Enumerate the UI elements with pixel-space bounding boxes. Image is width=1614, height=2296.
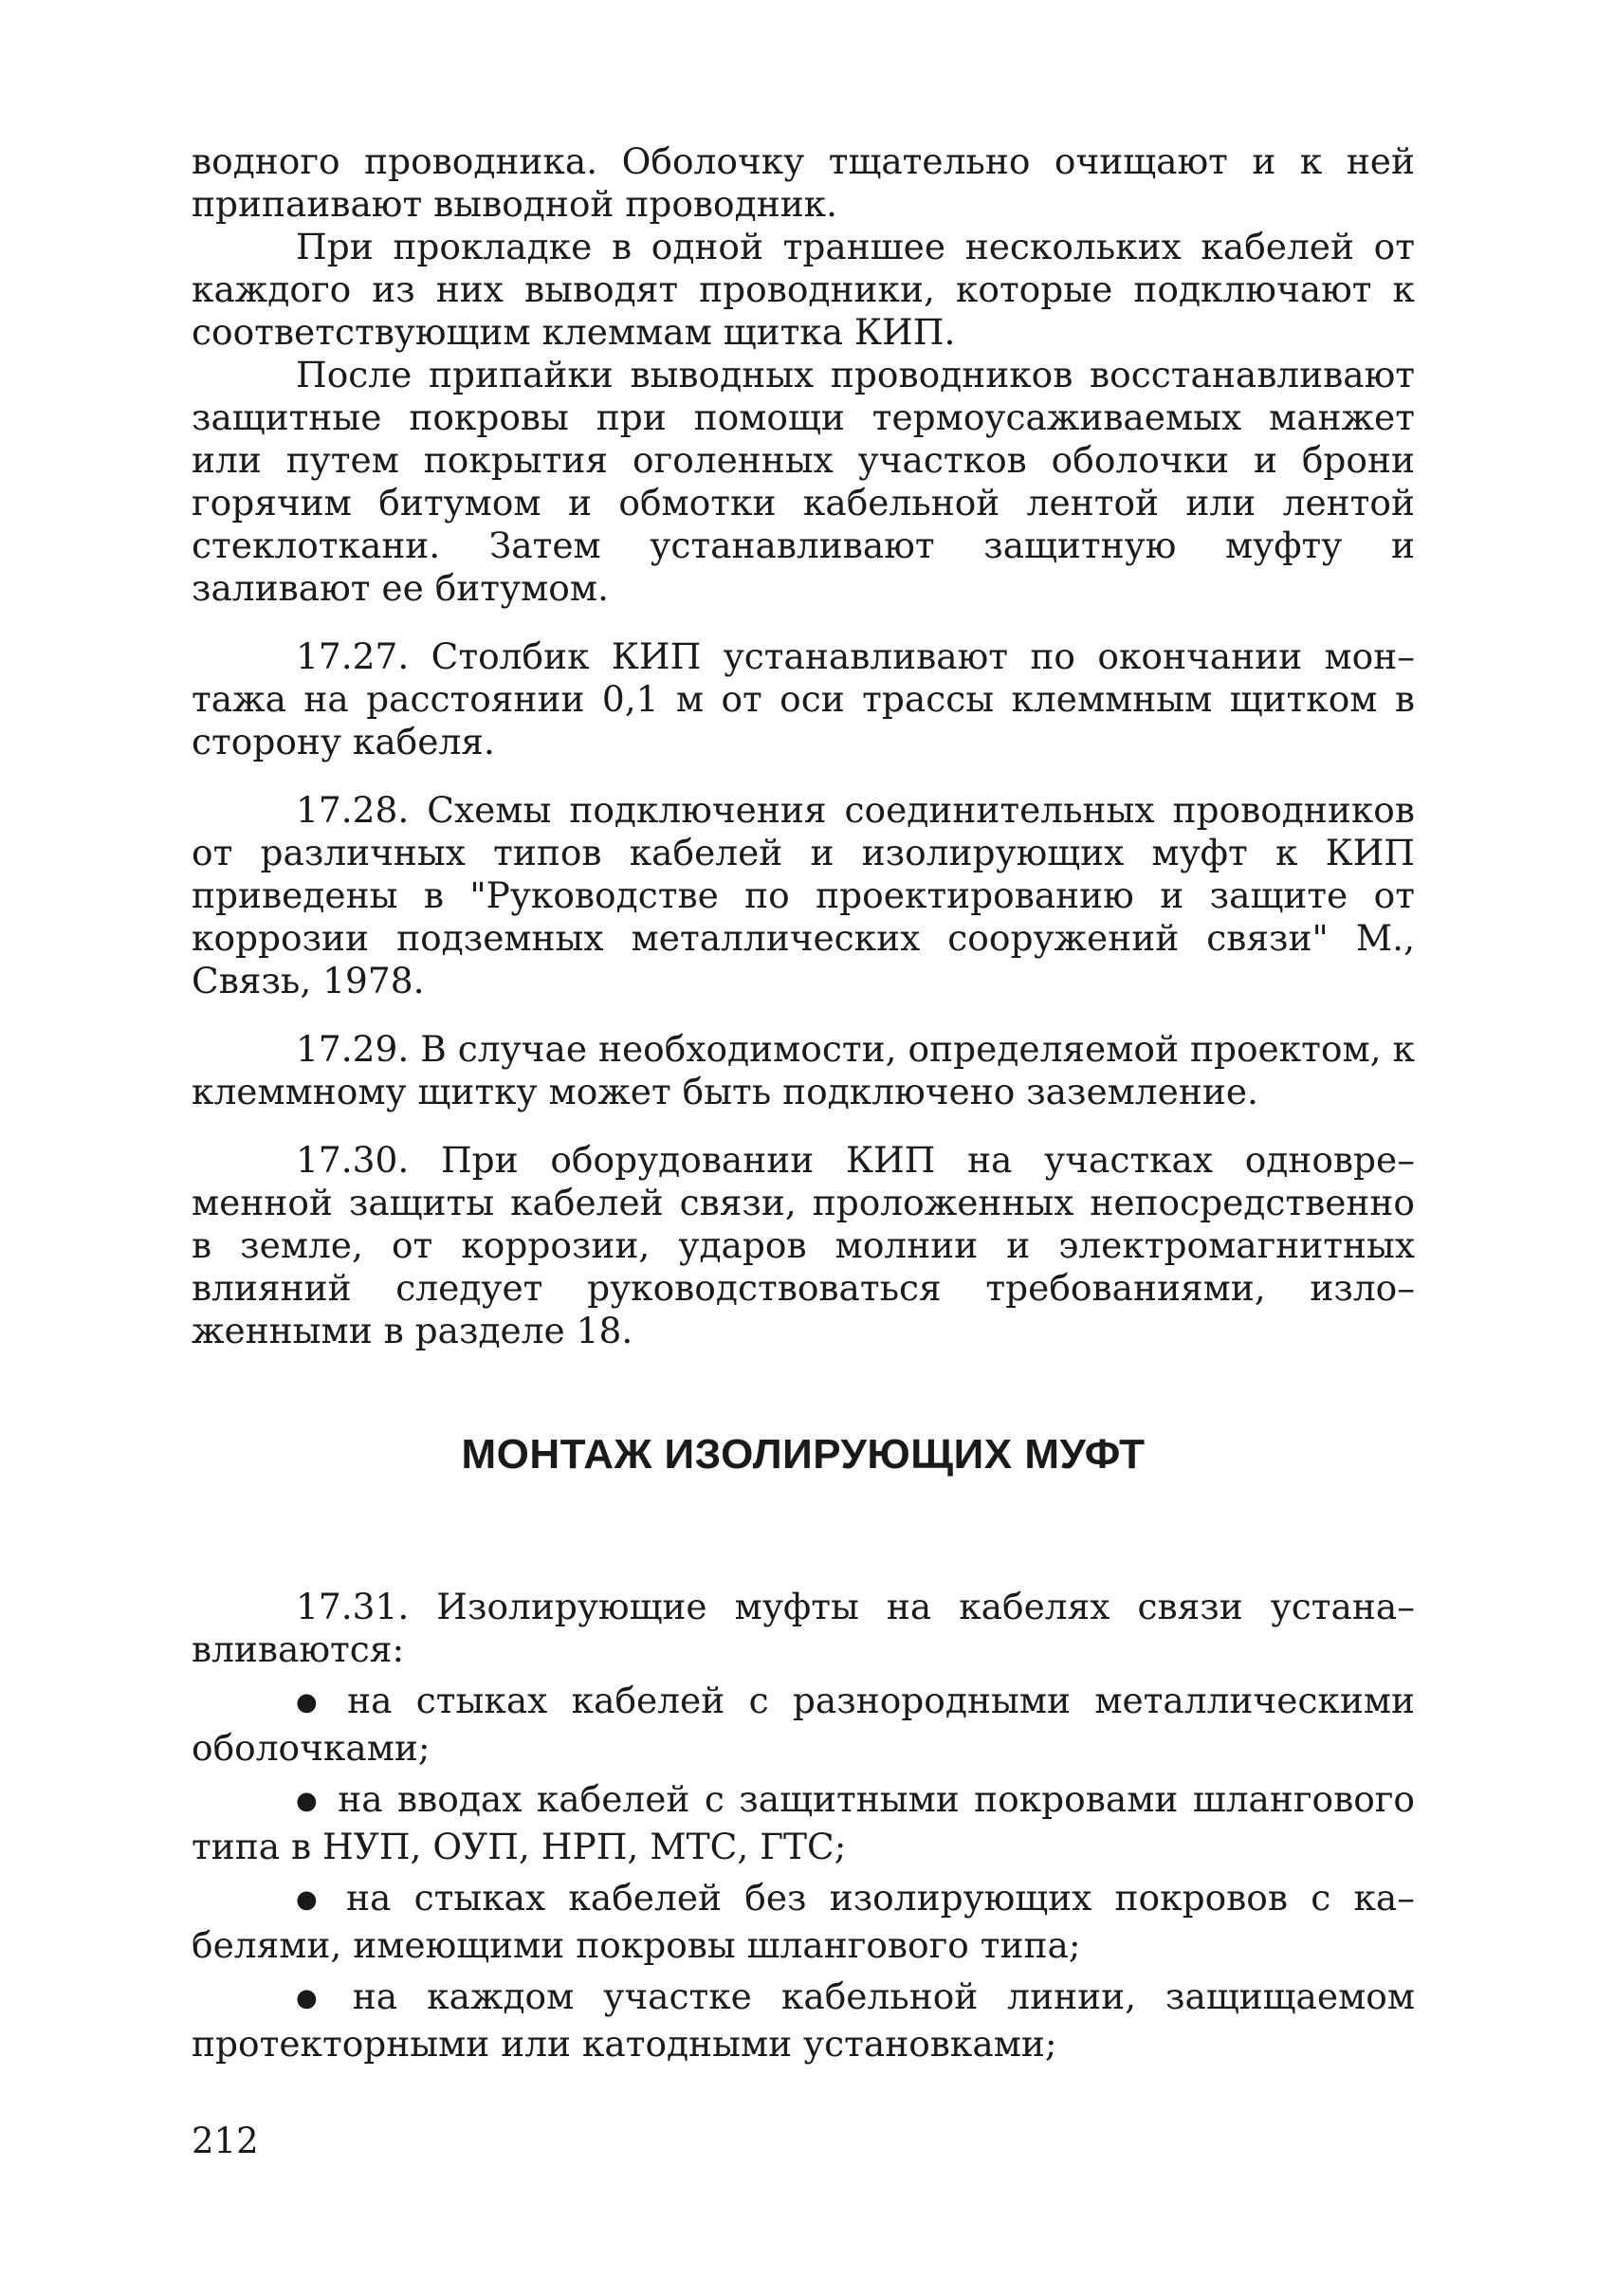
paragraph-17-27: 17.27. Столбик КИП устанавливают по окончании мон–тажа на расстоянии 0,1 м от оси трассы клеммным щитком в сторону кабеля. [192, 635, 1415, 762]
paragraph-17-30: 17.30. При оборудовании КИП на участках одновре–менной защиты кабелей связи, проложенных непосредственно в земле, от коррозии, ударов молнии и электромагнитных влияний следует руководствоваться требованиями, изло–женными в разделе 18. [192, 1139, 1415, 1351]
bullet-icon: ● [296, 1984, 336, 2012]
paragraph-17-31: 17.31. Изолирующие муфты на кабелях связи устана–вливаются: [192, 1586, 1415, 1670]
bullet-text: на стыках кабелей с разнородными металлическими оболочками; [192, 1680, 1416, 1769]
bullet-text: на стыках кабелей без изолирующих покровов с ка–белями, имеющими покровы шлангового типа; [192, 1877, 1416, 1966]
bullet-item [192, 1680, 1415, 1770]
paragraph-17-28: 17.28. Схемы подключения соединительных проводников от различных типов кабелей и изолирующих муфт к КИП приведены в "Руководстве по проектированию и защите от коррозии подземных металлических сооружений связи" М., Связь, 1978. [192, 789, 1415, 1001]
bullet-icon: ● [296, 1787, 321, 1815]
bullet-item [192, 1877, 1415, 1967]
paragraph-trench-laying: При прокладке в одной траншее нескольких кабелей от каждого из них выводят проводники, которые подключают к соответствующим клеммам щитка КИП. [192, 226, 1415, 353]
bullet-text: на каждом участке кабельной линии, защищаемом протекторными или катодными установками; [192, 1975, 1415, 2065]
paragraph-protective-covers: После припайки выводных проводников восстанавливают защитные покровы при помощи термоусаживаемых манжет или путем покрытия оголенных участков оболочки и брони горячим битумом и обмотки кабельной лентой или лентой стеклоткани. Затем устанавливают защитную муфту и заливают ее битумом. [192, 354, 1415, 609]
section-heading: МОНТАЖ ИЗОЛИРУЮЩИХ МУФТ [461, 1431, 1146, 1478]
page-text-block [192, 140, 1415, 2066]
bullet-item [192, 1975, 1415, 2066]
paragraph-continuation: водного проводника. Оболочку тщательно очищают и к ней припаивают выводной проводник. [192, 140, 1415, 225]
bullet-item [192, 1778, 1415, 1868]
bullet-icon: ● [296, 1688, 331, 1717]
page-number: 212 [192, 2121, 259, 2161]
bullet-text: на вводах кабелей с защитными покровами шлангового типа в НУП, ОУП, НРП, МТС, ГТС; [192, 1778, 1416, 1867]
paragraph-17-29: 17.29. В случае необходимости, определяемой проектом, к клеммному щитку может быть подключено заземление. [192, 1028, 1415, 1112]
bullet-icon: ● [296, 1885, 330, 1914]
